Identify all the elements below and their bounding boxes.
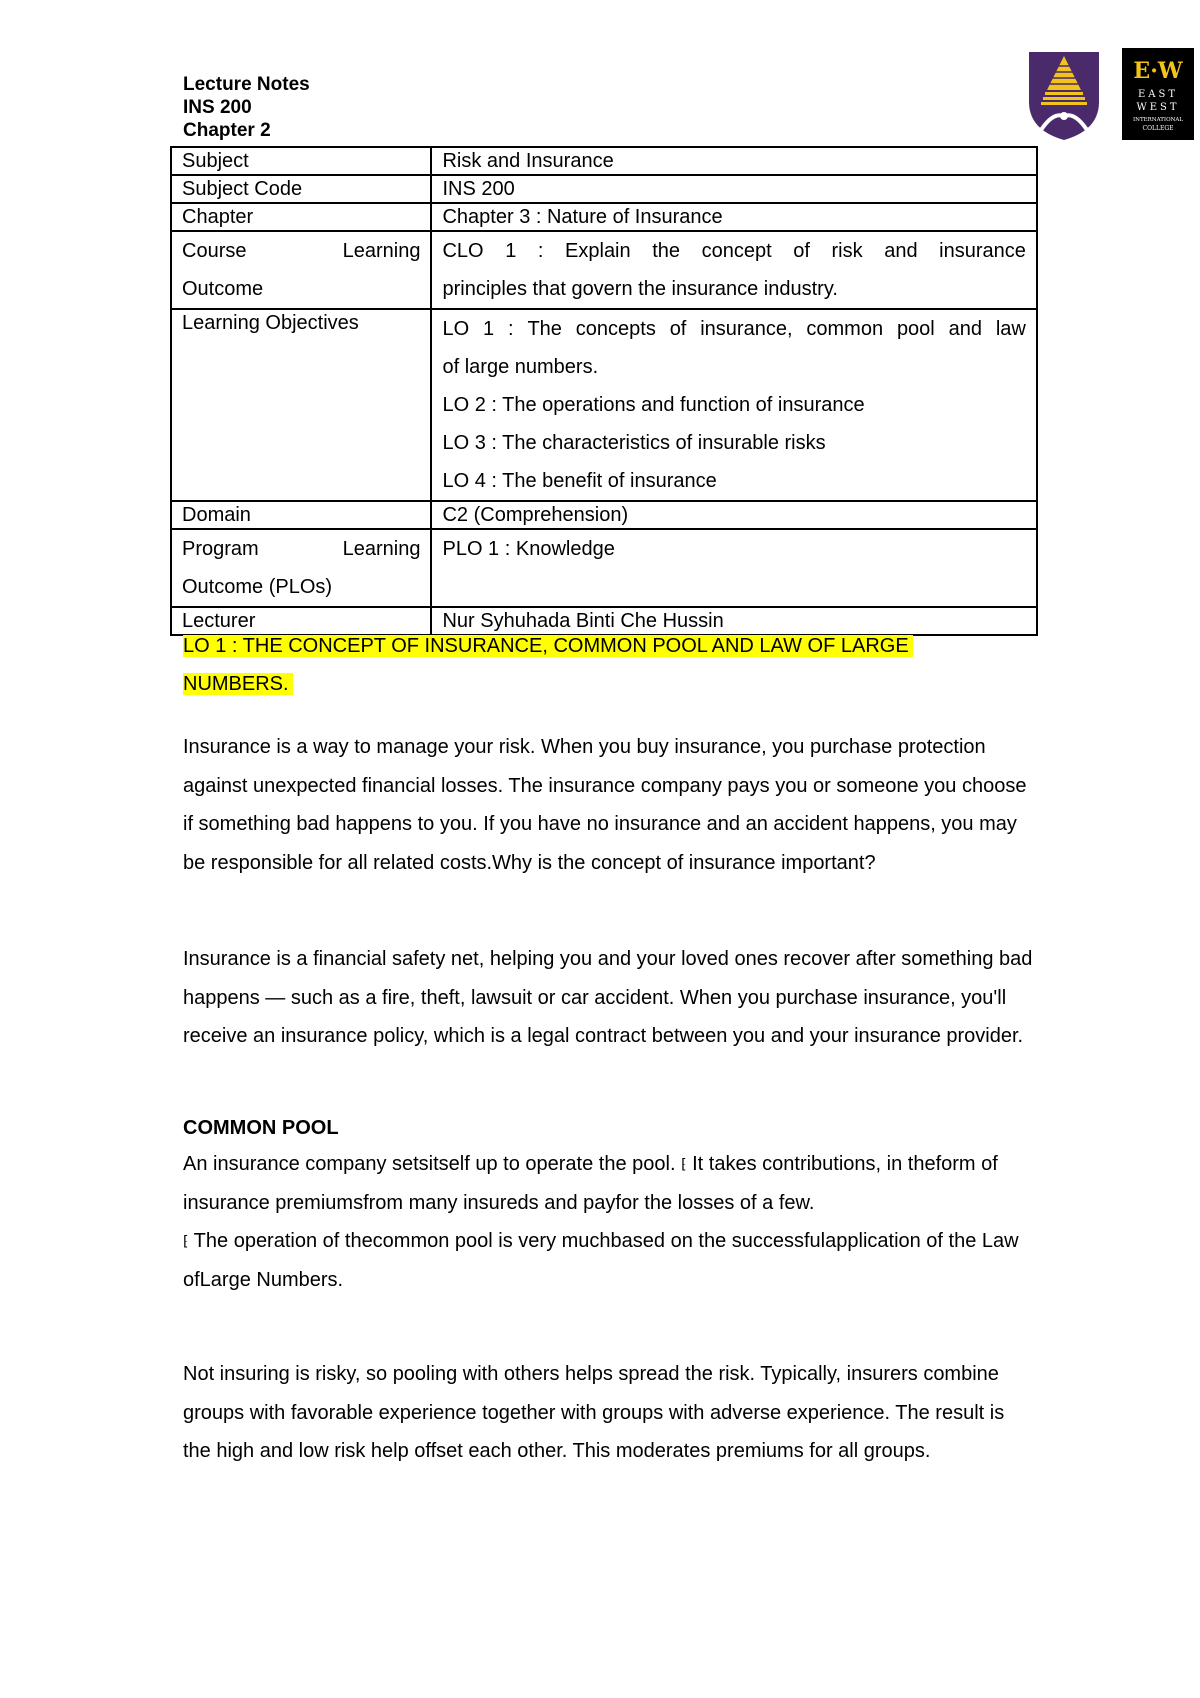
- lo1-word: and: [948, 318, 982, 340]
- lo1-line1: [442, 310, 1026, 348]
- ew-letters: E·W: [1133, 58, 1183, 84]
- plo-label-outcome: Outcome (PLOs): [182, 576, 333, 598]
- lo4-line: LO 4 : The benefit of insurance: [442, 470, 717, 492]
- lo1-word: LO: [442, 318, 470, 340]
- paragraph-safety-net: Insurance is a financial safety net, helping you and your loved ones recover after something bad happens — such as a fire, theft, lawsuit or car accident. When you purchase insurance, you'll receive an insurance policy, which is a legal contract between you and your insurance provider.: [183, 948, 1033, 1047]
- clo-label-outcome: Outcome: [182, 278, 264, 300]
- clo-label: [171, 231, 431, 309]
- subject-code-label: Subject Code: [171, 175, 431, 203]
- lo1-word: common: [806, 318, 884, 340]
- table-row-clo: [171, 231, 1037, 309]
- lo1-heading-line1: LO 1 : THE CONCEPT OF INSURANCE, COMMON POOL AND LAW OF LARGE: [183, 635, 913, 657]
- paragraph-common-pool: [183, 1145, 1033, 1299]
- clo-word: of: [793, 240, 810, 262]
- table-row-learning-objectives: [171, 309, 1037, 501]
- lo1-word: 1: [483, 318, 495, 340]
- domain-label: Domain: [171, 501, 431, 529]
- common-pool-text-b: It takes contributions, in theform of insurance premiumsfrom many insureds and payfor the losses of a few.: [183, 1153, 998, 1214]
- bullet-icon: ⁅: [183, 1233, 189, 1249]
- ew-east: EAST: [1137, 89, 1179, 100]
- header-block: [183, 73, 310, 142]
- chapter-label: Chapter: [171, 203, 431, 231]
- subject-value: Risk and Insurance: [431, 147, 1037, 175]
- lo1-word: :: [508, 318, 514, 340]
- clo-value-line2: principles that govern the insurance industry.: [442, 278, 838, 300]
- header-course-code: INS 200: [183, 97, 252, 118]
- lo1-line2: of large numbers.: [442, 356, 599, 378]
- clo-word: risk: [831, 240, 863, 262]
- clo-value: [431, 231, 1037, 309]
- plo-label-learning: Learning: [342, 538, 421, 560]
- clo-word: :: [537, 240, 544, 262]
- learning-objectives-label: Learning Objectives: [171, 309, 431, 501]
- lo1-word: pool: [896, 318, 935, 340]
- lecturer-value: Nur Syhuhada Binti Che Hussin: [431, 607, 1037, 635]
- table-row-domain: [171, 501, 1037, 529]
- header-chapter: Chapter 2: [183, 120, 271, 141]
- header-lecture-notes: Lecture Notes: [183, 74, 310, 95]
- plo-label-program: Program: [182, 538, 259, 560]
- plo-label: [171, 529, 431, 607]
- table-row-chapter: [171, 203, 1037, 231]
- clo-label-learning: Learning: [342, 240, 421, 262]
- subject-code-value: INS 200: [431, 175, 1037, 203]
- table-row-subject: [171, 147, 1037, 175]
- table-row-subject-code: [171, 175, 1037, 203]
- course-info-table: [170, 146, 1038, 636]
- lo1-heading-line2: NUMBERS.: [183, 673, 293, 695]
- paragraph-pooling-risk: Not insuring is risky, so pooling with others helps spread the risk. Typically, insurers combine groups with favorable experience together with groups with adverse experience. The result is the high and low risk help offset each other. This moderates premiums for all groups.: [183, 1363, 1005, 1462]
- plo-value: PLO 1 : Knowledge: [431, 529, 1037, 607]
- clo-label-course: Course: [182, 240, 247, 262]
- paragraph-insurance-definition: Insurance is a way to manage your risk. When you buy insurance, you purchase protection against unexpected financial losses. The insurance company pays you or someone you choose if something bad happens to you. If you have no insurance and an accident happens, you may be responsible for all related costs.Why is the concept of insurance important?: [183, 736, 1027, 874]
- chapter-value: Chapter 3 : Nature of Insurance: [431, 203, 1037, 231]
- clo-value-line1: [442, 232, 1026, 270]
- bullet-icon: ⁅: [681, 1156, 687, 1172]
- table-row-plo: [171, 529, 1037, 607]
- lecturer-label: Lecturer: [171, 607, 431, 635]
- ew-college: COLLEGE: [1142, 125, 1174, 132]
- lo1-word: The: [527, 318, 562, 340]
- common-pool-text-a: An insurance company setsitself up to operate the pool.: [183, 1153, 676, 1175]
- lo3-line: LO 3 : The characteristics of insurable risks: [442, 432, 826, 454]
- common-pool-text-c: The operation of thecommon pool is very muchbased on the successfulapplication of the Law ofLarge Numbers.: [183, 1230, 1019, 1291]
- lo1-word: of: [669, 318, 687, 340]
- clo-word: concept: [701, 240, 772, 262]
- clo-word: 1: [505, 240, 517, 262]
- clo-word: Explain: [565, 240, 631, 262]
- uitm-crest-icon: [1025, 50, 1103, 142]
- lo1-word: insurance,: [700, 318, 793, 340]
- lo1-word: concepts: [575, 318, 656, 340]
- lo1-heading: [183, 627, 1013, 703]
- ew-intl: INTERNATIONAL: [1132, 117, 1184, 123]
- clo-word: and: [884, 240, 918, 262]
- learning-objectives-value: [431, 309, 1037, 501]
- common-pool-title: COMMON POOL: [183, 1117, 339, 1139]
- lo2-line: LO 2 : The operations and function of insurance: [442, 394, 865, 416]
- clo-word: CLO: [442, 240, 484, 262]
- lo1-word: law: [995, 318, 1026, 340]
- east-west-college-logo: [1122, 48, 1194, 140]
- clo-word: the: [652, 240, 681, 262]
- subject-label: Subject: [171, 147, 431, 175]
- ew-west: WEST: [1136, 102, 1180, 113]
- clo-word: insurance: [939, 240, 1026, 262]
- domain-value: C2 (Comprehension): [431, 501, 1037, 529]
